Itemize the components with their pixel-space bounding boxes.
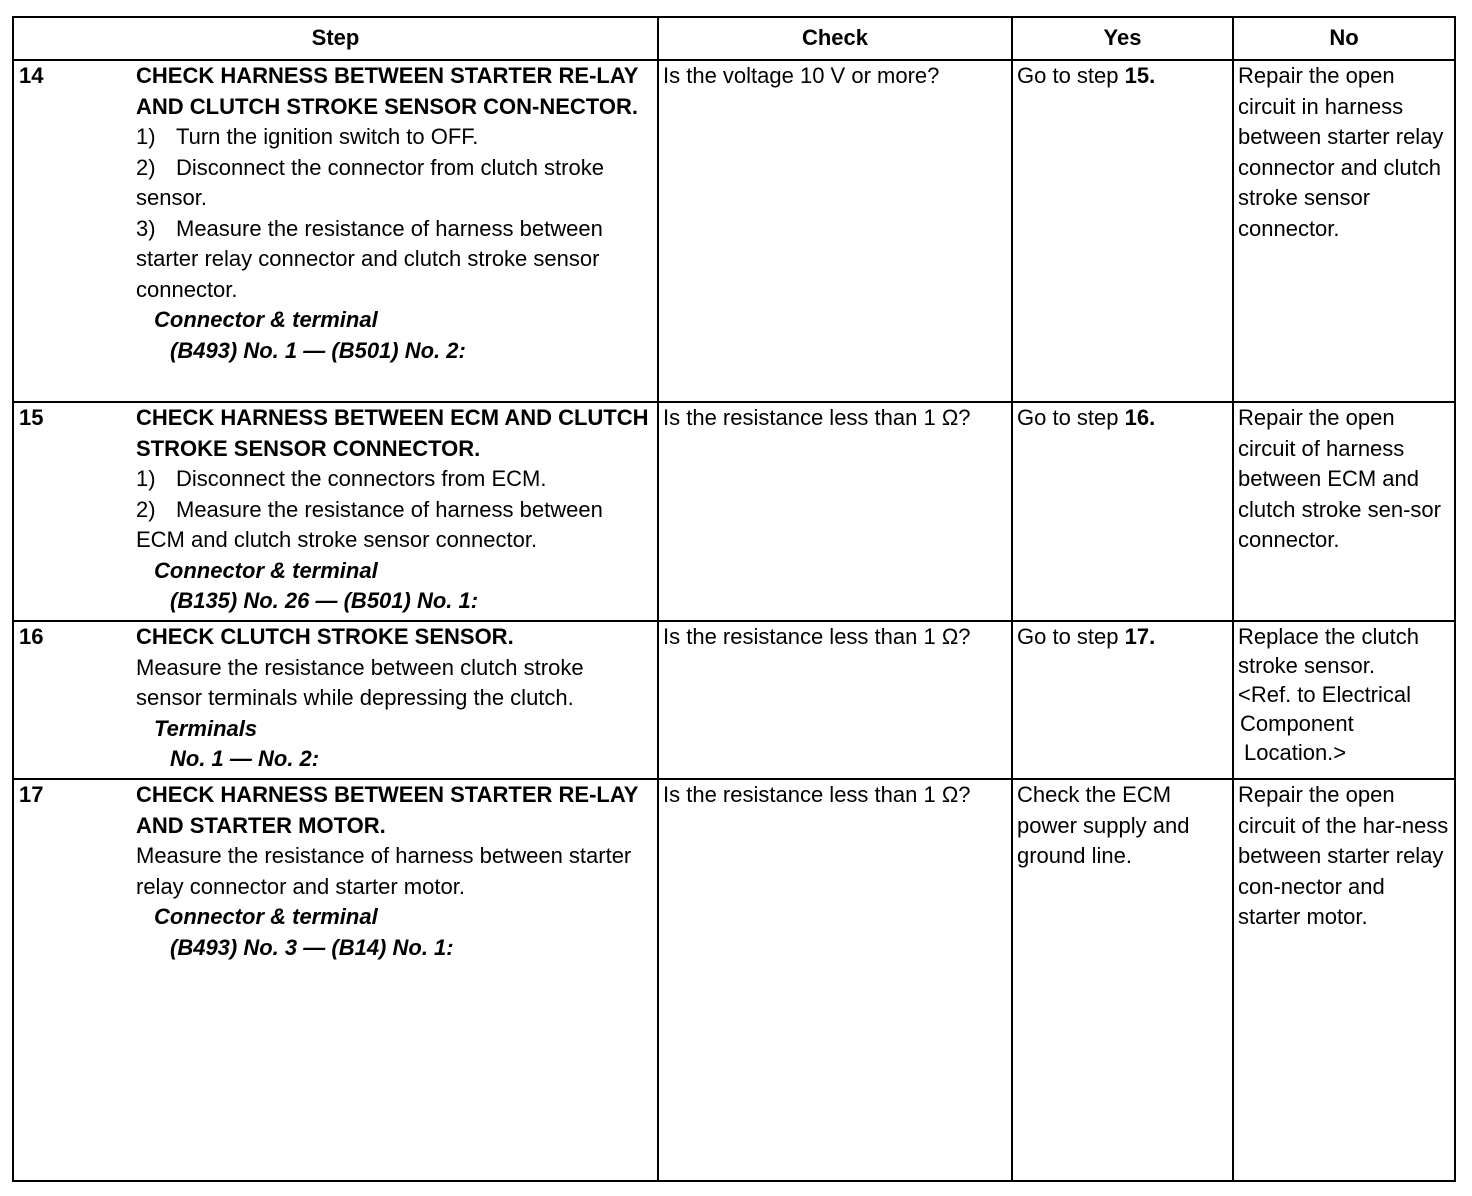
connector-value: (B135) No. 26 — (B501) No. 1: — [170, 588, 479, 613]
substep: 2) Disconnect the connector from clutch stroke sensor. — [136, 154, 604, 210]
table-row — [13, 402, 1455, 621]
step-body — [136, 403, 653, 617]
header-row — [13, 17, 1455, 60]
terminals-value: No. 1 — No. 2: — [170, 746, 320, 771]
yes-cell: Check the ECM power supply and ground line. — [1012, 779, 1233, 1181]
step-body — [136, 622, 653, 775]
check-cell: Is the resistance less than 1 Ω? — [658, 621, 1012, 779]
connector-label: Connector & terminal — [154, 904, 378, 929]
step-cell — [13, 402, 658, 621]
yes-cell: Go to step 16. — [1012, 402, 1233, 621]
no-cell: Replace the clutch stroke sensor. <Ref. to Electrical Component Location.> — [1233, 621, 1455, 779]
step-text: Measure the resistance between clutch stroke sensor terminals while depressing the clutch. — [136, 654, 584, 710]
check-cell: Is the resistance less than 1 Ω? — [658, 779, 1012, 1181]
connector-value: (B493) No. 1 — (B501) No. 2: — [170, 337, 466, 363]
header-no: No — [1233, 17, 1455, 60]
no-cell: Repair the open circuit in harness between starter relay connector and clutch stroke sensor connector. — [1233, 60, 1455, 402]
step-cell — [13, 621, 658, 779]
terminals-label: Terminals — [154, 715, 258, 741]
no-cell: Repair the open circuit of the har-ness between starter relay con-nector and starter motor. — [1233, 779, 1455, 1181]
table-row — [13, 779, 1455, 1181]
step-cell — [13, 60, 658, 402]
step-number: 14 — [19, 63, 44, 88]
table-row — [13, 60, 1455, 402]
step-body — [136, 61, 653, 366]
connector-value: (B493) No. 3 — (B14) No. 1: — [170, 934, 454, 960]
header-step: Step — [13, 17, 658, 60]
check-cell: Is the voltage 10 V or more? — [658, 60, 1012, 402]
no-cell: Repair the open circuit of harness between ECM and clutch stroke sen-sor connector. — [1233, 402, 1455, 621]
step-text: Measure the resistance of harness between starter relay connector and starter motor. — [136, 843, 632, 899]
step-number: 16 — [19, 624, 44, 649]
connector-label: Connector & terminal — [154, 557, 378, 583]
check-cell: Is the resistance less than 1 Ω? — [658, 402, 1012, 621]
step-number: 17 — [19, 782, 44, 807]
header-yes: Yes — [1012, 17, 1233, 60]
diagnostic-table — [12, 16, 1456, 1182]
step-title: CHECK HARNESS BETWEEN ECM AND CLUTCH STROKE SENSOR CONNECTOR. — [136, 405, 649, 461]
step-title: CHECK HARNESS BETWEEN STARTER RE-LAY AND STARTER MOTOR. — [136, 782, 638, 838]
step-title: CHECK CLUTCH STROKE SENSOR. — [136, 624, 514, 649]
substep: 2) Measure the resistance of harness between ECM and clutch stroke sensor connector. — [136, 496, 603, 552]
yes-cell: Go to step 15. — [1012, 60, 1233, 402]
connector-label: Connector & terminal — [154, 307, 378, 332]
substep: 1) Turn the ignition switch to OFF. — [136, 124, 479, 149]
step-title: CHECK HARNESS BETWEEN STARTER RE-LAY AND CLUTCH STROKE SENSOR CON-NECTOR. — [136, 63, 638, 119]
step-cell — [13, 779, 658, 1181]
yes-cell: Go to step 17. — [1012, 621, 1233, 779]
substep: 1) Disconnect the connectors from ECM. — [136, 466, 547, 491]
step-body — [136, 780, 653, 963]
header-check: Check — [658, 17, 1012, 60]
step-number: 15 — [19, 405, 44, 430]
substep: 3) Measure the resistance of harness between starter relay connector and clutch stroke sensor connector. — [136, 215, 603, 302]
table-row — [13, 621, 1455, 779]
